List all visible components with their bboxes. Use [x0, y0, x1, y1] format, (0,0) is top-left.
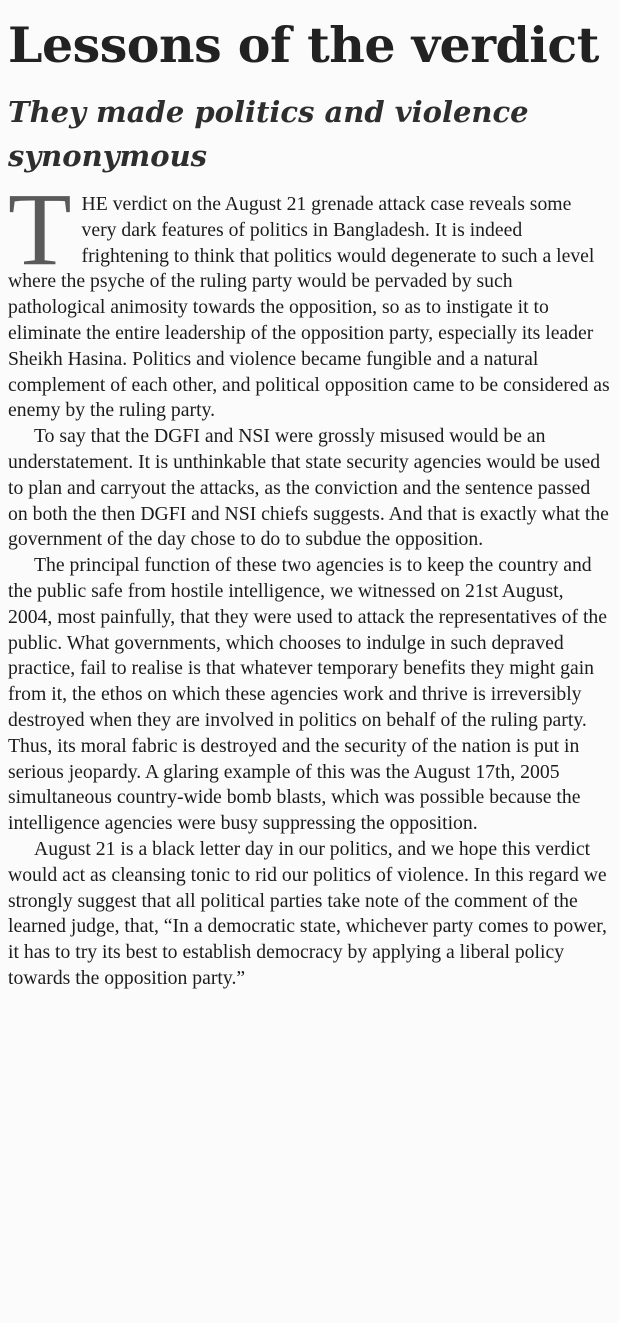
drop-cap: T: [8, 172, 72, 287]
subheadline: They made politics and violence synonymous: [8, 95, 529, 173]
article-body: [8, 172, 610, 992]
paragraph-1-text: HE verdict on the August 21 grenade attack case reveals some very dark features of politics in Bangladesh. It is indeed frightening to think that politics would degenerate to such a level where the psyche of the ruling party would be pervaded by such pathological animosity towards the opposition, so as to instigate it to eliminate the entire leadership of the opposition party, especially its leader Sheikh Hasina. Politics and violence became fungible and a natural complement of each other, and political opposition came to be considered as enemy by the ruling party.: [8, 193, 610, 422]
paragraph-3: The principal function of these two agencies is to keep the country and the public safe from hostile intelligence, we witnessed on 21st August, 2004, most painfully, that they were used to attack the representatives of the public. What governments, which chooses to indulge in such depraved practice, fail to realise is that whatever temporary benefits they might gain from it, the ethos on which these agencies work and thrive is irreversibly destroyed when they are involved in politics on behalf of the ruling party. Thus, its moral fabric is destroyed and the security of the nation is put in serious jeopardy. A glaring example of this was the August 17th, 2005 simultaneous country-wide bomb blasts, which was possible because the intelligence agencies were busy suppressing the opposition.: [8, 554, 608, 835]
paragraph-1: [8, 172, 610, 424]
headline: Lessons of the verdict: [8, 16, 599, 74]
paragraph-4: August 21 is a black letter day in our politics, and we hope this verdict would act as cleansing tonic to rid our politics of violence. In this regard we strongly suggest that all political parties take note of the comment of the learned judge, that, “In a democratic state, whichever party comes to power, it has to try its best to establish democracy by applying a liberal policy towards the opposition party.”: [8, 837, 607, 989]
paragraph-2: To say that the DGFI and NSI were grossly misused would be an understatement. It is unthinkable that state security agencies would be used to plan and carryout the attacks, as the conviction and the sentence passed on both the then DGFI and NSI chiefs suggests. And that is exactly what the government of the day chose to do to subdue the opposition.: [8, 425, 609, 551]
